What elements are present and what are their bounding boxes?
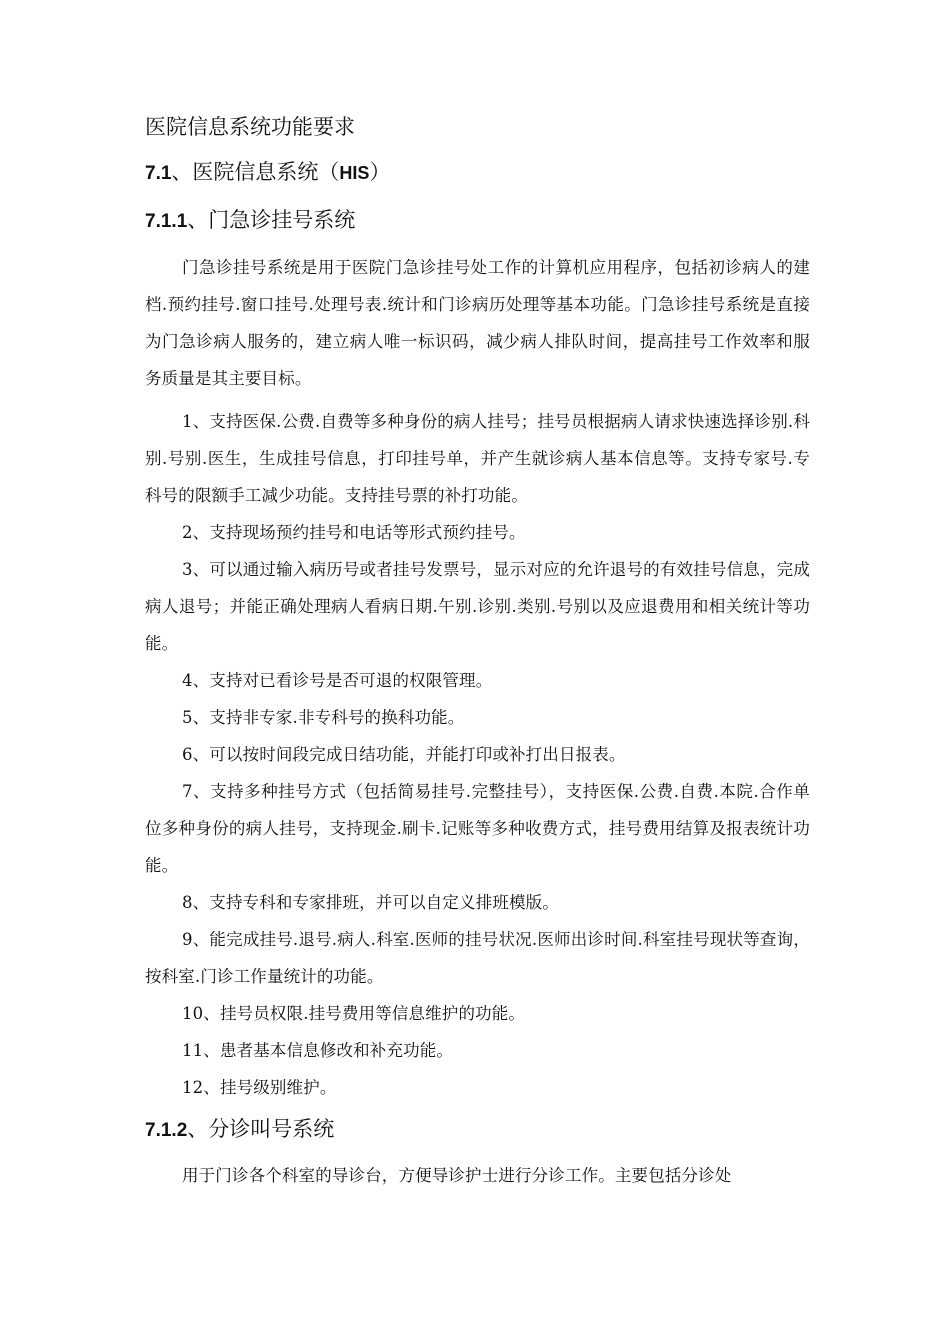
list-item: 5、支持非专家.非专科号的换科功能。 xyxy=(182,708,465,727)
section-intro-paragraph: 用于门诊各个科室的导诊台，方便导诊护士进行分诊工作。主要包括分诊处 xyxy=(182,1166,732,1185)
list-item: 12、挂号级别维护。 xyxy=(182,1078,337,1097)
list-item: 9、能完成挂号.退号.病人.科室.医师的挂号状况.医师出诊时间.科室挂号现状等查询，按科室.门诊工作量统计的功能。 xyxy=(145,930,810,986)
section-heading-7-1-1 xyxy=(145,205,810,237)
section-number: 7.1.2 xyxy=(145,1120,188,1141)
section-intro-paragraph: 门急诊挂号系统是用于医院门急诊挂号处工作的计算机应用程序，包括初诊病人的建档.预约挂号.窗口挂号.处理号表.统计和门诊病历处理等基本功能。门急诊挂号系统是直接为门急诊病人服务的，建立病人唯一标识码，减少病人排队时间，提高挂号工作效率和服务质量是其主要目标。 xyxy=(145,258,810,388)
list-item: 11、患者基本信息修改和补充功能。 xyxy=(182,1041,454,1060)
list-item: 1、支持医保.公费.自费等多种身份的病人挂号；挂号员根据病人请求快速选择诊别.科别.号别.医生，生成挂号信息，打印挂号单，并产生就诊病人基本信息等。支持专家号.专科号的限额手工减少功能。支持挂号票的补打功能。 xyxy=(145,412,810,505)
list-item: 7、支持多种挂号方式（包括简易挂号.完整挂号），支持医保.公费.自费.本院.合作单位多种身份的病人挂号，支持现金.刷卡.记账等多种收费方式，挂号费用结算及报表统计功能。 xyxy=(145,782,810,875)
list-item: 6、可以按时间段完成日结功能，并能打印或补打出日报表。 xyxy=(182,745,626,764)
section-title-abbrev: HIS xyxy=(339,163,370,183)
section-number: 7.1.1 xyxy=(145,211,188,232)
list-item: 2、支持现场预约挂号和电话等形式预约挂号。 xyxy=(182,523,526,542)
section-title-after: ） xyxy=(369,160,391,184)
section-title: 、门急诊挂号系统 xyxy=(187,208,356,232)
section-heading-7-1 xyxy=(145,157,810,189)
section-title: 、分诊叫号系统 xyxy=(187,1117,335,1141)
list-item: 10、挂号员权限.挂号费用等信息维护的功能。 xyxy=(182,1004,526,1023)
section-heading-7-1-2 xyxy=(145,1114,810,1146)
document-page xyxy=(145,112,810,1200)
section-number: 7.1 xyxy=(145,163,172,184)
list-item: 3、可以通过输入病历号或者挂号发票号，显示对应的允许退号的有效挂号信息，完成病人退号；并能正确处理病人看病日期.午别.诊别.类别.号别以及应退费用和相关统计等功能。 xyxy=(145,560,810,653)
list-item: 4、支持对已看诊号是否可退的权限管理。 xyxy=(182,671,493,690)
document-title: 医院信息系统功能要求 xyxy=(145,115,355,139)
section-title-before: 、医院信息系统（ xyxy=(171,160,340,184)
list-item: 8、支持专科和专家排班，并可以自定义排班模版。 xyxy=(182,893,559,912)
